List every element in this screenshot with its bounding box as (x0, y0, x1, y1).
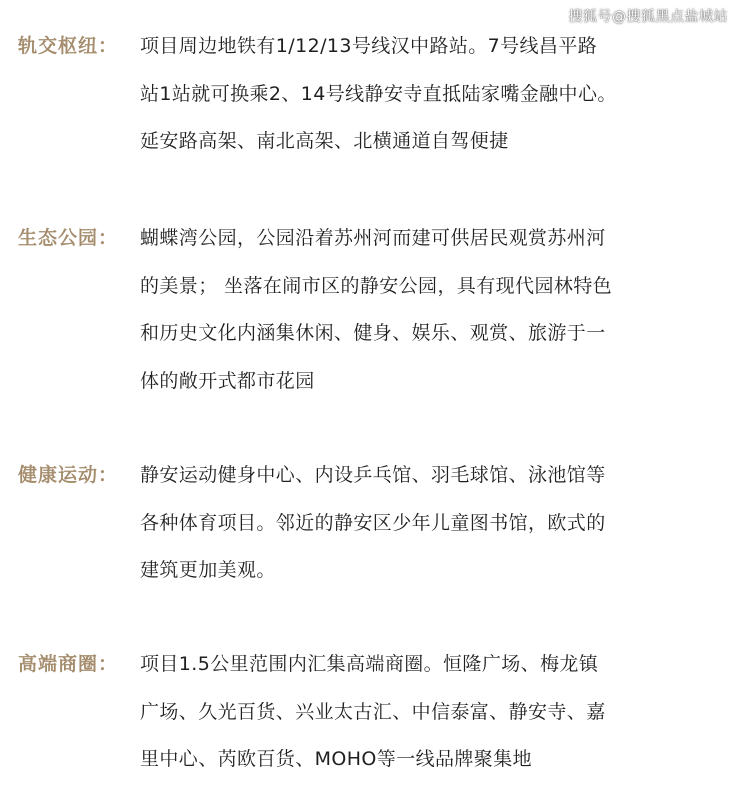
watermark-text: 搜狐号@搜狐黑点盐城站 (568, 9, 728, 25)
section-body (140, 29, 728, 172)
body-line: 各种体育项目。邻近的静安区少年儿童图书馆，欧式的 (140, 511, 606, 534)
body-line: 体的敞开式都市花园 (140, 369, 315, 392)
body-line: 静安运动健身中心、内设乒乓馆、羽毛球馆、泳池馆等 (140, 464, 606, 486)
section-body (140, 647, 728, 790)
body-line: 里中心、芮欧百货、MOHO等一线品牌聚集地 (140, 748, 532, 770)
section-label: 生态公园： (18, 227, 119, 249)
section-label: 轨交枢纽： (18, 35, 119, 57)
section-body (140, 458, 728, 601)
body-line: 项目周边地铁有1/12/13号线汉中路站。7号线昌平路 (140, 35, 598, 57)
section-label: 高端商圈： (18, 653, 119, 675)
section-body (140, 221, 728, 411)
body-line: 延安路高架、南北高架、北横通道自驾便捷 (140, 130, 509, 152)
body-line: 项目1.5公里范围内汇集高端商圈。恒隆广场、梅龙镇 (140, 653, 599, 675)
body-line: 蝴蝶湾公园，公园沿着苏州河而建可供居民观赏苏州河 (140, 227, 606, 249)
body-line: 建筑更加美观。 (140, 559, 276, 581)
body-line: 广场、久光百货、兴业太古汇、中信泰富、静安寺、嘉 (140, 700, 606, 723)
body-line: 站1站就可换乘2、14号线静安寺直抵陆家嘴金融中心。 (140, 82, 617, 105)
body-line: 和历史文化内涵集休闲、健身、娱乐、观赏、旅游于一 (140, 322, 606, 344)
body-line: 的美景； 坐落在闹市区的静安公园，具有现代园林特色 (140, 274, 613, 297)
section-label: 健康运动： (18, 464, 119, 486)
